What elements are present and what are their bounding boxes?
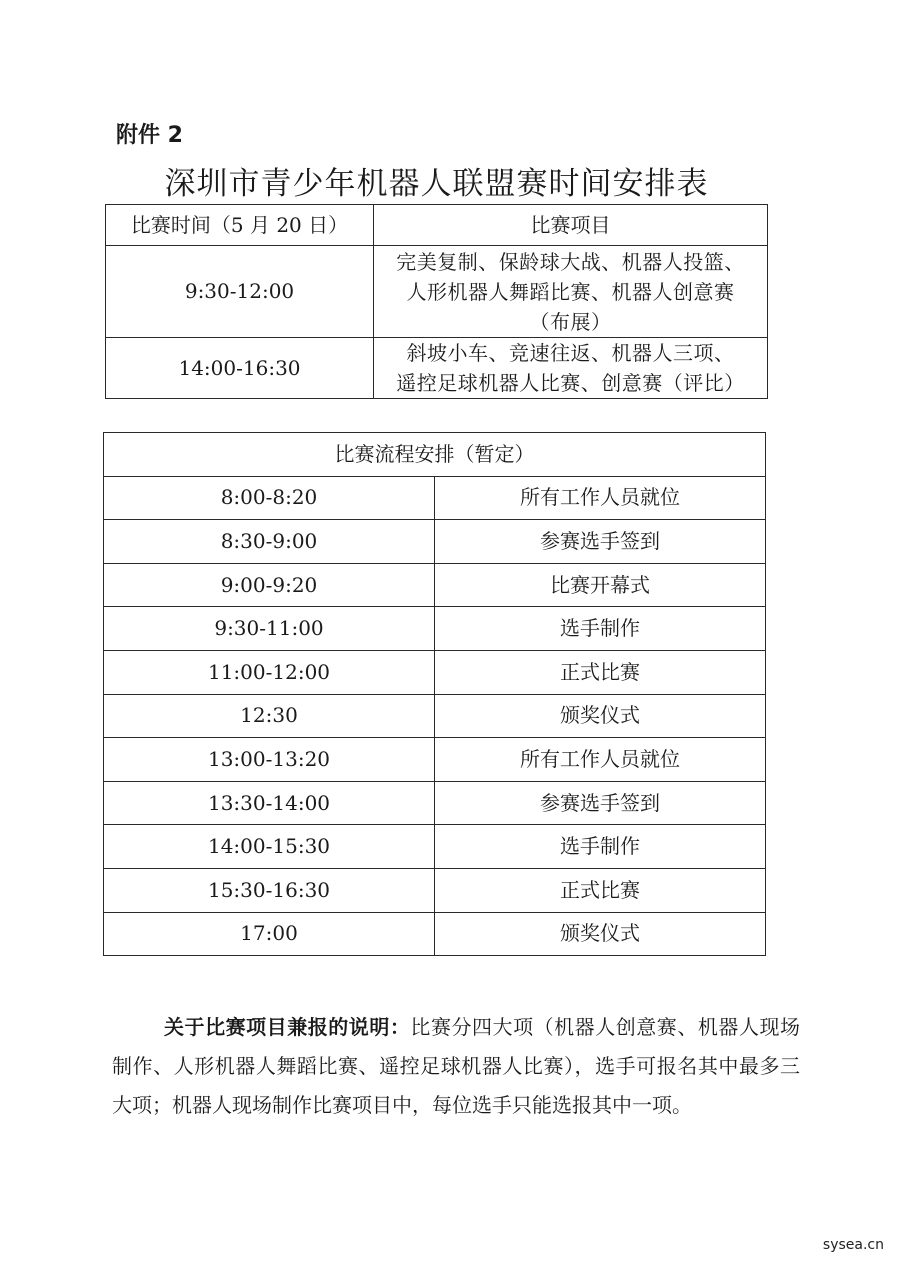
- schedule-items: [374, 338, 768, 399]
- item-line: （布展）: [529, 309, 612, 334]
- process-time: 11:00-12:00: [104, 650, 435, 694]
- watermark: sysea.cn: [822, 1237, 884, 1253]
- header-items: 比赛项目: [374, 205, 768, 246]
- item-line: 遥控足球机器人比赛、创意赛（评比）: [396, 371, 745, 395]
- process-time: 9:30-11:00: [104, 607, 435, 651]
- process-time: 8:30-9:00: [104, 520, 435, 564]
- note-text: 比赛分四大项（机器人创意赛、机器人现场制作、人形机器人舞蹈比赛、遥控足球机器人比赛），选手可报名其中最多三大项；机器人现场制作比赛项目中，每位选手只能选报其中一项。: [112, 1015, 801, 1117]
- table-row: [104, 912, 766, 956]
- process-activity: 正式比赛: [435, 650, 766, 694]
- process-time: 14:00-15:30: [104, 825, 435, 869]
- schedule-time: 9:30-12:00: [106, 246, 374, 338]
- process-activity: 所有工作人员就位: [435, 476, 766, 520]
- table-row: [104, 563, 766, 607]
- process-activity: 比赛开幕式: [435, 563, 766, 607]
- process-activity: 所有工作人员就位: [435, 738, 766, 782]
- item-line: 完美复制、保龄球大战、机器人投篮、: [396, 249, 745, 274]
- table-row: [104, 476, 766, 520]
- process-activity: 正式比赛: [435, 868, 766, 912]
- table-header-row: [106, 205, 768, 246]
- table-header-row: [104, 433, 766, 477]
- process-time: 9:00-9:20: [104, 563, 435, 607]
- table-row: [104, 825, 766, 869]
- process-time: 13:30-14:00: [104, 781, 435, 825]
- process-activity: 颁奖仪式: [435, 912, 766, 956]
- table-row: [104, 738, 766, 782]
- process-activity: 颁奖仪式: [435, 694, 766, 738]
- page-title: 深圳市青少年机器人联盟赛时间安排表: [164, 166, 709, 202]
- schedule-items: [374, 246, 768, 338]
- process-time: 15:30-16:30: [104, 868, 435, 912]
- process-header: 比赛流程安排（暂定）: [104, 433, 766, 477]
- process-activity: 选手制作: [435, 607, 766, 651]
- table-row: [106, 338, 768, 399]
- schedule-time: 14:00-16:30: [106, 338, 374, 399]
- process-activity: 参赛选手签到: [435, 520, 766, 564]
- header-time: 比赛时间（5 月 20 日）: [106, 205, 374, 246]
- note-label: 关于比赛项目兼报的说明：: [164, 1015, 411, 1039]
- item-line: 斜坡小车、竞速往返、机器人三项、: [406, 341, 735, 365]
- schedule-table: [105, 204, 768, 399]
- process-table: [103, 432, 766, 956]
- registration-note: [112, 1008, 800, 1125]
- process-time: 17:00: [104, 912, 435, 956]
- process-time: 8:00-8:20: [104, 476, 435, 520]
- process-activity: 参赛选手签到: [435, 781, 766, 825]
- item-line: 人形机器人舞蹈比赛、机器人创意赛: [406, 279, 735, 304]
- table-row: [104, 650, 766, 694]
- process-time: 13:00-13:20: [104, 738, 435, 782]
- table-row: [104, 781, 766, 825]
- process-time: 12:30: [104, 694, 435, 738]
- table-row: [104, 607, 766, 651]
- table-row: [104, 520, 766, 564]
- table-row: [106, 246, 768, 338]
- table-row: [104, 694, 766, 738]
- table-row: [104, 868, 766, 912]
- annex-label: 附件 2: [116, 123, 183, 148]
- process-activity: 选手制作: [435, 825, 766, 869]
